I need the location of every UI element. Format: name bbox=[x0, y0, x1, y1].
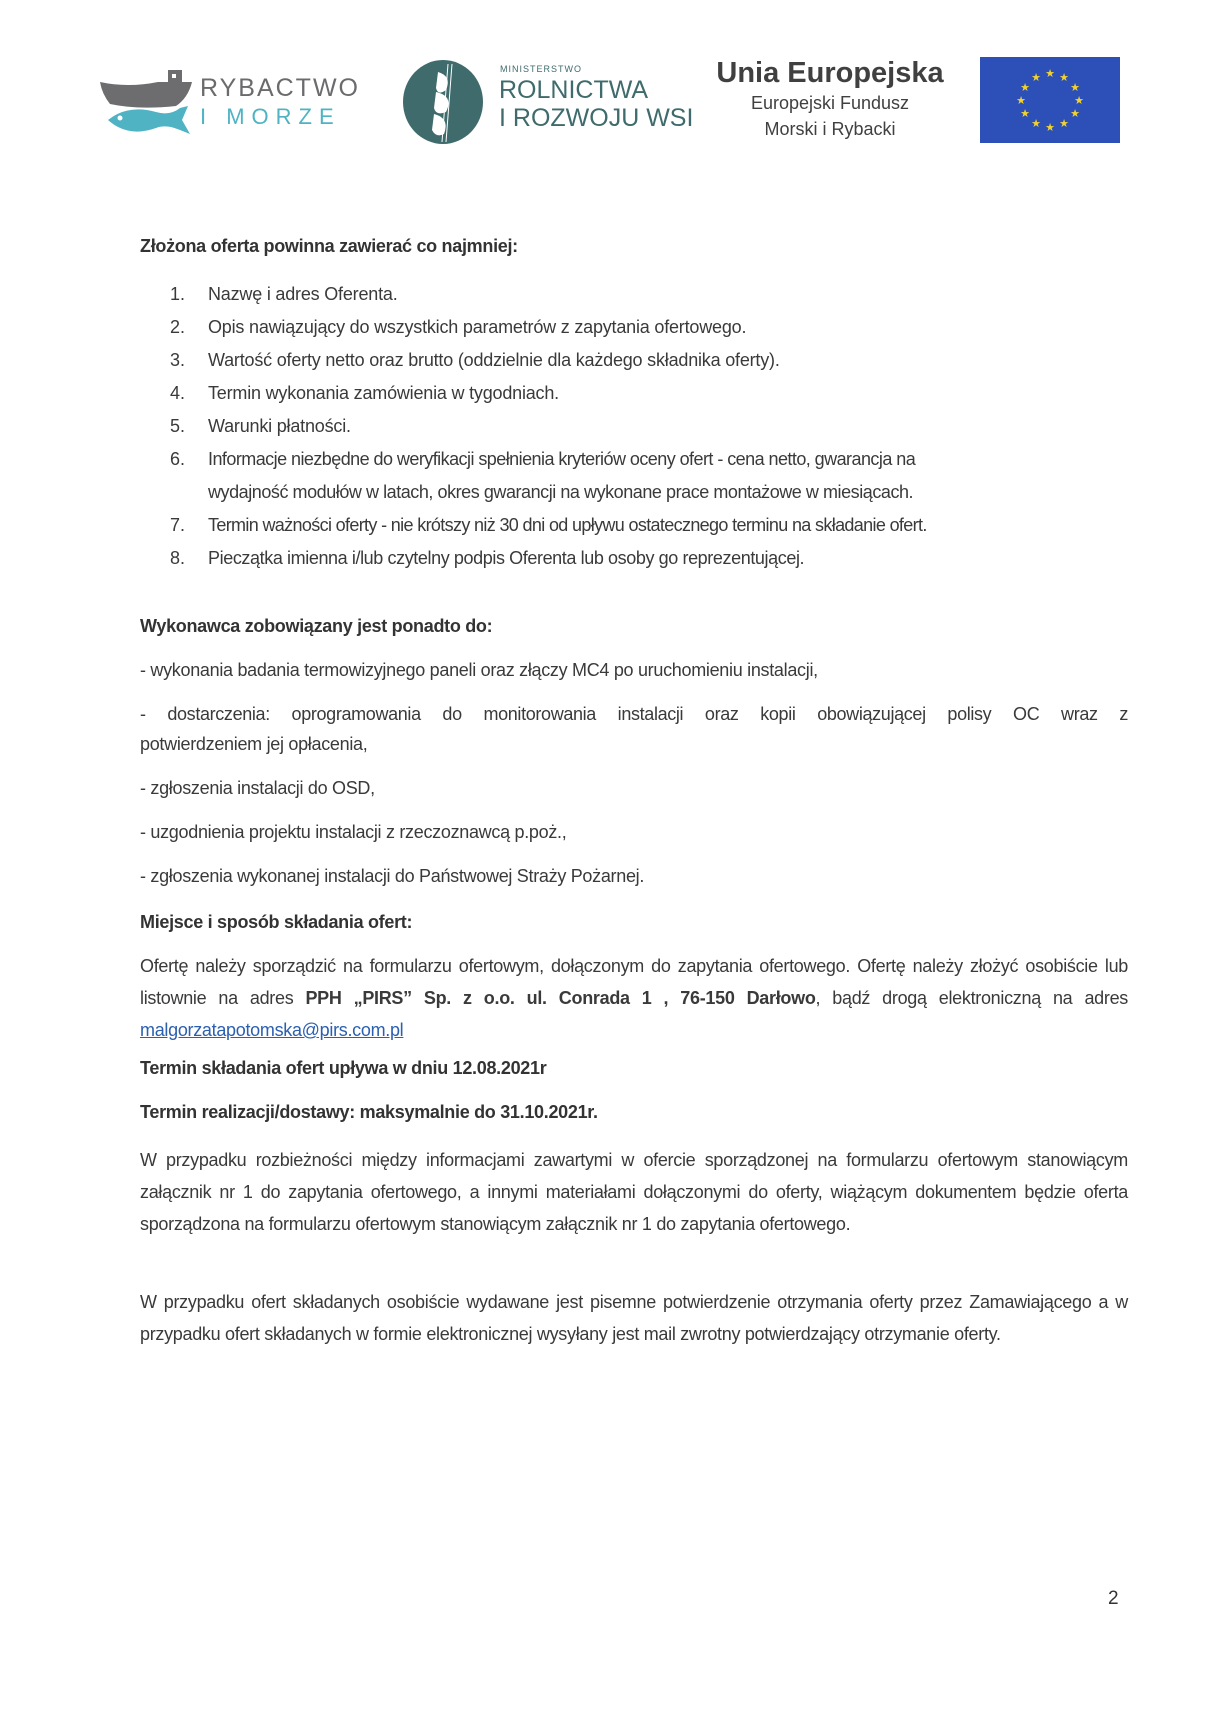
list-text: Pieczątka imienna i/lub czytelny podpis Oferenta lub osoby go reprezentującej. bbox=[208, 548, 805, 568]
section-heading-contractor-obligations: Wykonawca zobowiązany jest ponadto do: bbox=[140, 616, 493, 636]
list-number: 3. bbox=[170, 350, 186, 370]
header-logos bbox=[0, 0, 1205, 160]
obligation-item: - uzgodnienia projektu instalacji z rzeczoznawcą p.poż., bbox=[140, 822, 567, 842]
list-number: 4. bbox=[170, 383, 186, 403]
list-number: 8. bbox=[170, 548, 186, 568]
wheat-circle-icon bbox=[402, 60, 484, 144]
page-number: 2 bbox=[1108, 1588, 1119, 1609]
list-number: 5. bbox=[170, 416, 186, 436]
list-text: Termin ważności oferty - nie krótszy niż 30 dni od upływu ostatecznego terminu na składanie ofert. bbox=[208, 515, 927, 535]
svg-text:★: ★ bbox=[1016, 94, 1026, 107]
list-text: Opis nawiązujący do wszystkich parametrów z zapytania ofertowego. bbox=[208, 317, 747, 337]
obligation-item: - dostarczenia: oprogramowania do monitorowania instalacji oraz kopii obowiązującej polisy OC wraz z bbox=[140, 704, 1128, 724]
ministry-label-line1: ROLNICTWA bbox=[499, 76, 649, 104]
eu-flag-icon bbox=[980, 57, 1120, 143]
ministry-label-small: MINISTERSTWO bbox=[500, 64, 582, 74]
svg-text:★: ★ bbox=[1020, 107, 1030, 120]
submission-text-2: , bądź drogą elektroniczną na adres bbox=[815, 988, 1128, 1008]
submission-paragraph bbox=[140, 950, 1128, 1046]
boat-fish-icon bbox=[98, 68, 196, 136]
discrepancy-paragraph: W przypadku rozbieżności między informacjami zawartymi w ofercie sporządzonej na formularzu ofertowym stanowiącym załącznik nr 1 do zapytania ofertowego, a innymi materiałami dołączonymi do oferty, wiążącym dokumentem będzie oferta sporządzona na formularzu ofertowym stanowiącym załącznik nr 1 do zapytania ofertowego. bbox=[140, 1150, 1128, 1234]
obligation-item: - zgłoszenia wykonanej instalacji do Państwowej Straży Pożarnej. bbox=[140, 866, 645, 886]
list-number: 2. bbox=[170, 317, 186, 337]
svg-text:★: ★ bbox=[1045, 67, 1055, 80]
list-text: Informacje niezbędne do weryfikacji spełnienia kryteriów oceny ofert - cena netto, gwarancja na bbox=[208, 449, 916, 469]
obligation-item: - zgłoszenia instalacji do OSD, bbox=[140, 778, 375, 798]
submission-address: PPH „PIRS” Sp. z o.o. ul. Conrada 1 , 76-150 Darłowo bbox=[305, 988, 816, 1008]
svg-text:★: ★ bbox=[1045, 121, 1055, 134]
svg-text:★: ★ bbox=[1020, 81, 1030, 94]
svg-text:★: ★ bbox=[1031, 117, 1041, 130]
svg-text:★: ★ bbox=[1070, 81, 1080, 94]
delivery-deadline: Termin realizacji/dostawy: maksymalnie do 31.10.2021r. bbox=[140, 1102, 598, 1122]
list-text: Wartość oferty netto oraz brutto (oddzielnie dla każdego składnika oferty). bbox=[208, 350, 780, 370]
submission-deadline: Termin składania ofert upływa w dniu 12.08.2021r bbox=[140, 1058, 547, 1078]
svg-text:★: ★ bbox=[1031, 71, 1041, 84]
submission-text-1: Ofertę należy sporządzić na formularzu ofertowym, dołączonym do zapytania ofertowego. Ofertę należy złożyć osobiście lub listownie na adres bbox=[140, 956, 1128, 1008]
eu-title: Unia Europejska bbox=[716, 57, 944, 89]
section-heading-submission: Miejsce i sposób składania ofert: bbox=[140, 912, 413, 932]
ministry-label-line2: I ROZWOJU WSI bbox=[499, 104, 694, 132]
list-text-continued: wydajność modułów w latach, okres gwarancji na wykonane prace montażowe w miesiącach. bbox=[208, 482, 914, 502]
obligation-item-continued: potwierdzeniem jej opłacenia, bbox=[140, 734, 368, 754]
logo-rybactwo-i-morze bbox=[98, 68, 358, 138]
svg-text:★: ★ bbox=[1070, 107, 1080, 120]
section-heading-offer-contents: Złożona oferta powinna zawierać co najmniej: bbox=[140, 236, 518, 256]
email-link[interactable]: malgorzatapotomska@pirs.com.pl bbox=[140, 1020, 404, 1040]
list-number: 6. bbox=[170, 449, 186, 469]
svg-text:★: ★ bbox=[1074, 94, 1084, 107]
logo-ministry bbox=[402, 58, 702, 148]
svg-text:★: ★ bbox=[1059, 117, 1069, 130]
list-text: Warunki płatności. bbox=[208, 416, 351, 436]
list-text: Nazwę i adres Oferenta. bbox=[208, 284, 398, 304]
list-number: 7. bbox=[170, 515, 186, 535]
list-number: 1. bbox=[170, 284, 186, 304]
list-text: Termin wykonania zamówienia w tygodniach. bbox=[208, 383, 559, 403]
confirmation-paragraph: W przypadku ofert składanych osobiście wydawane jest pisemne potwierdzenie otrzymania oferty przez Zamawiającego a w przypadku ofert składanych w formie elektronicznej wysyłany jest mail zwrotny potwierdzający otrzymanie oferty. bbox=[140, 1292, 1128, 1344]
eu-subtitle-line2: Morski i Rybacki bbox=[764, 119, 896, 139]
eu-subtitle-line1: Europejski Fundusz bbox=[750, 93, 910, 113]
svg-text:★: ★ bbox=[1059, 71, 1069, 84]
logo-rybactwo-line2: I MORZE bbox=[200, 104, 341, 129]
obligation-item: - wykonania badania termowizyjnego paneli oraz złączy MC4 po uruchomieniu instalacji, bbox=[140, 660, 818, 680]
logo-rybactwo-line1: RYBACTWO bbox=[200, 74, 360, 102]
logo-eu-text bbox=[700, 56, 960, 146]
